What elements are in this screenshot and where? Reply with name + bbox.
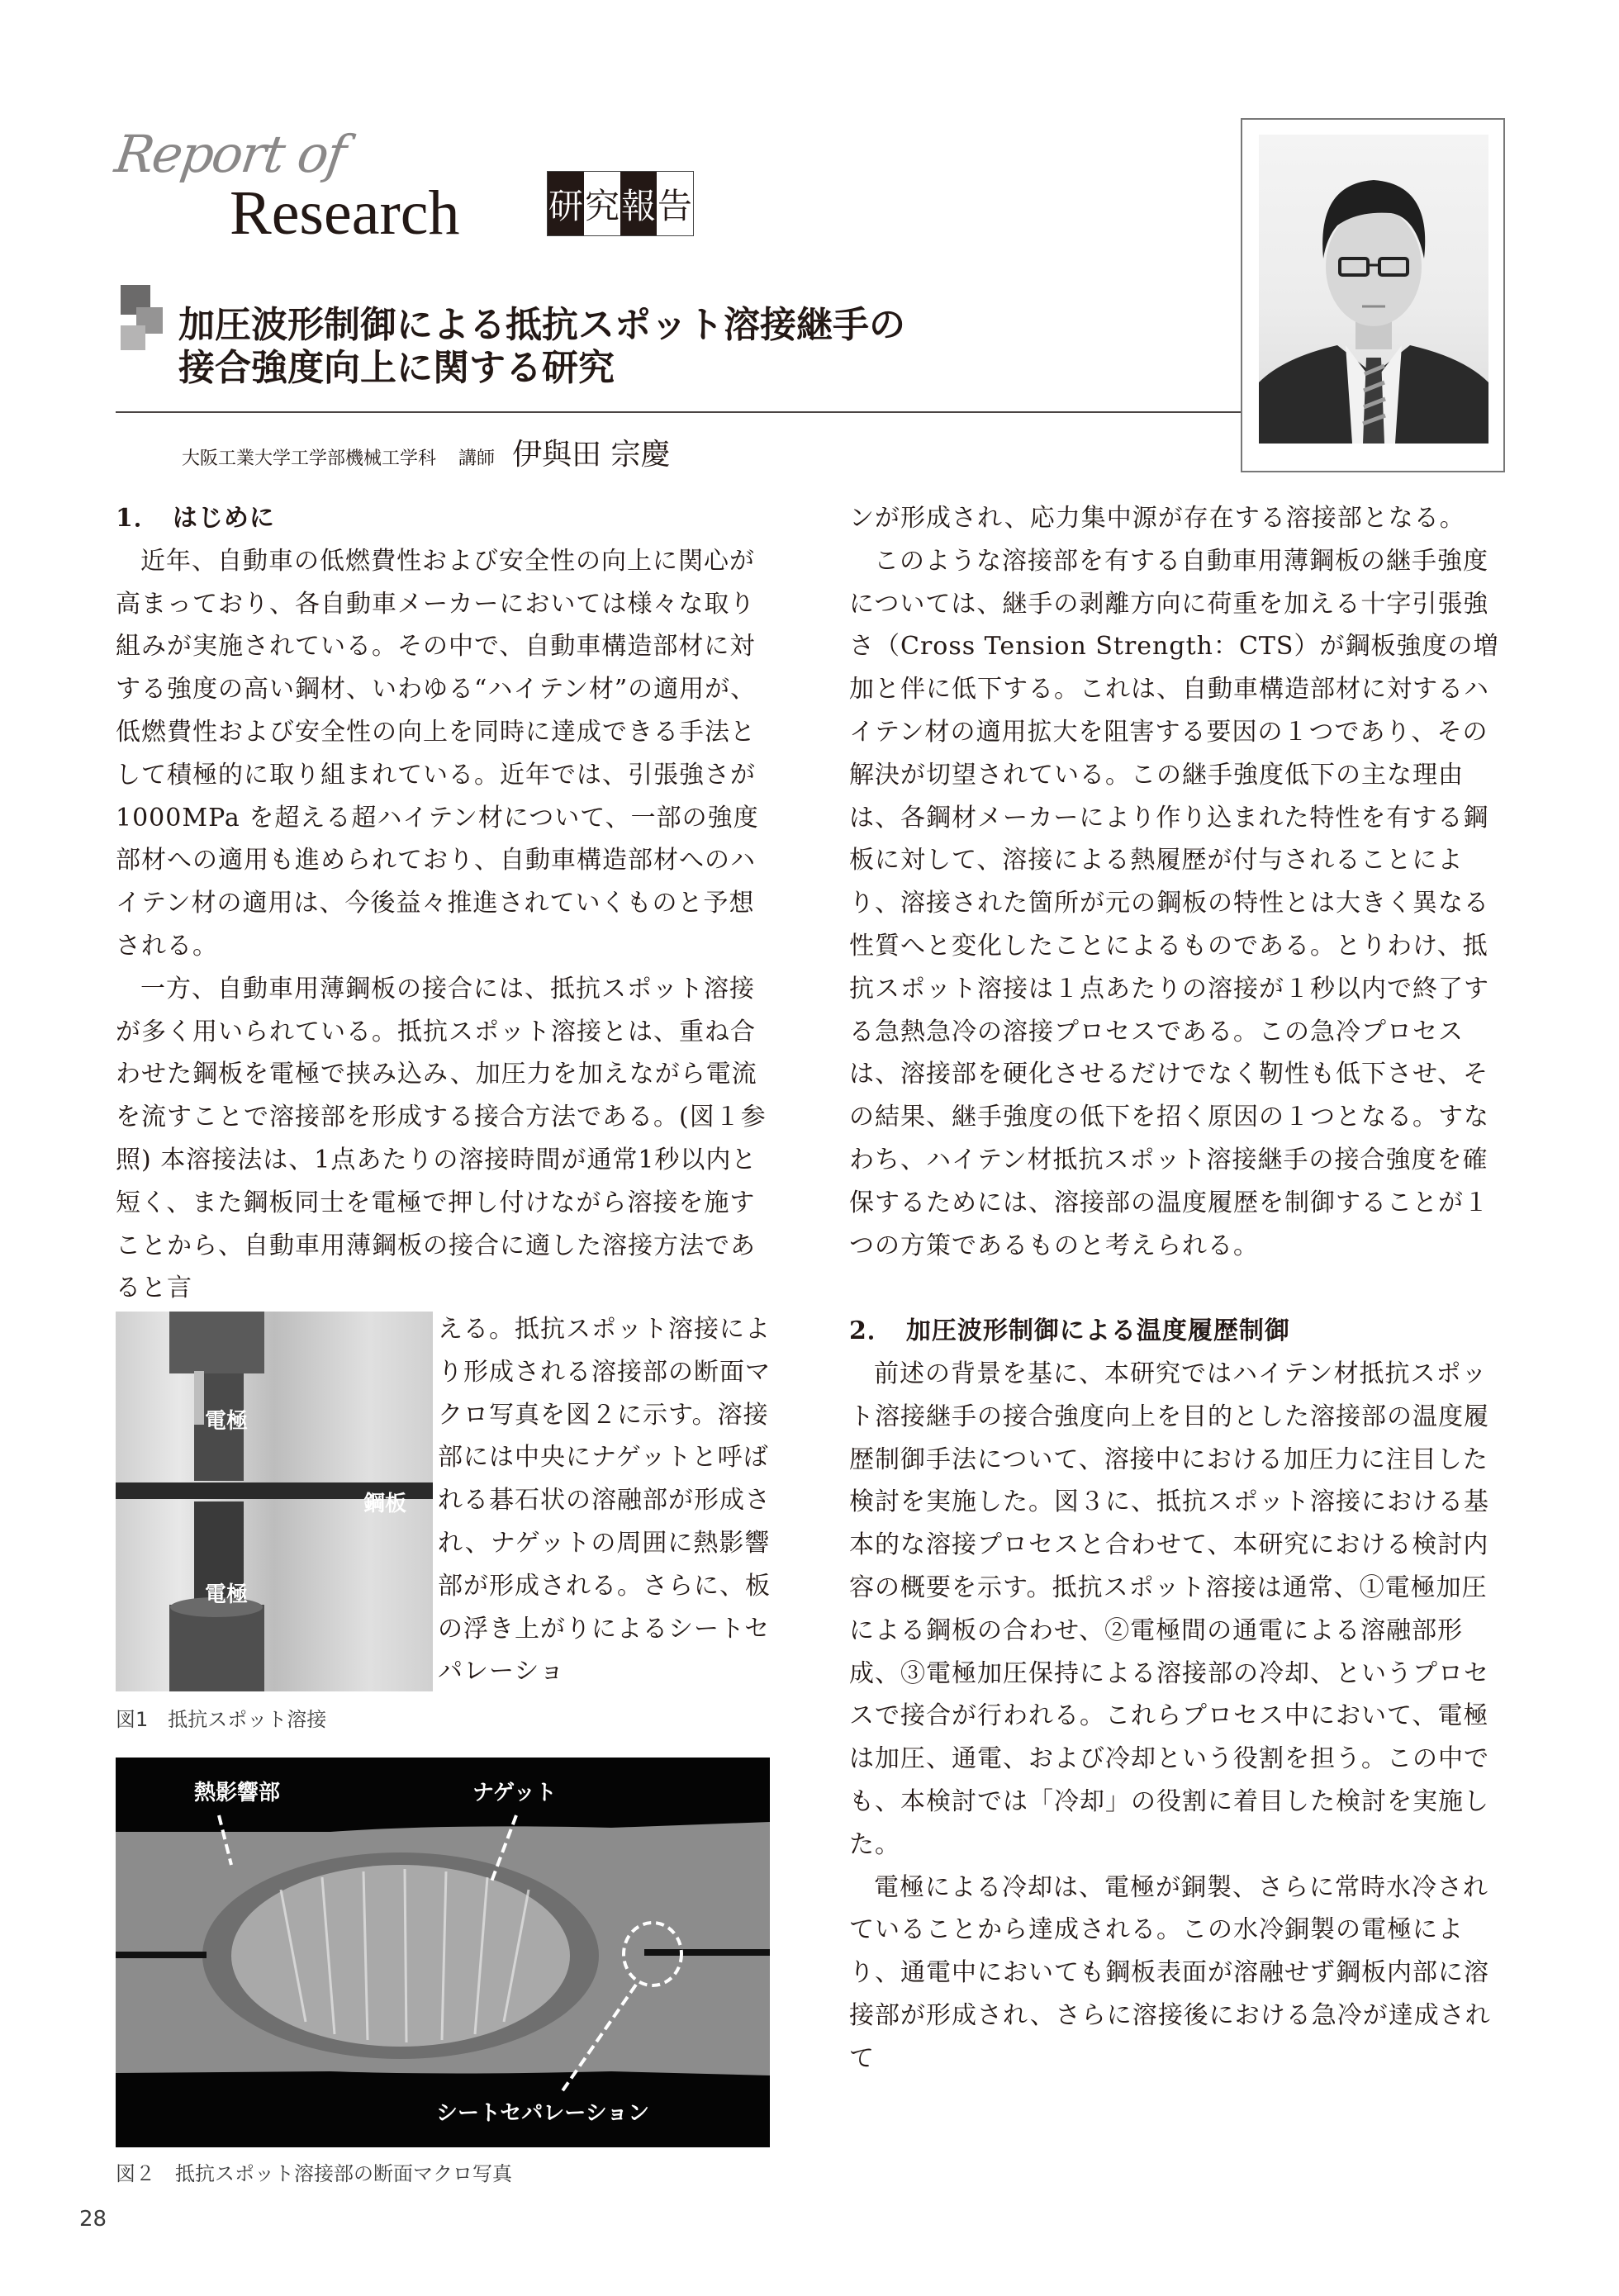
- weld-cross-section-illustration: [116, 1758, 770, 2147]
- paragraph: 前述の背景を基に、本研究ではハイテン材抵抗スポット溶接継手の接合強度向上を目的とした溶接部の温度履歴制御手法について、溶接中における加圧力に注目した検討を実施した。図３に、抵抗スポット溶接における基本的な溶接プロセスと合わせて、本研究における検討内容の概要を示す。抵抗スポット溶接は通常、①電極加圧による鋼板の合わせ、②電極間の通電による溶融部形成、③電極加圧保持による溶接部の冷却、というプロセスで接合が行われる。これらプロセス中において、電極は加圧、通電、および冷却という役割を担う。この中でも、本検討では「冷却」の役割に着目した検討を実施した。: [849, 1359, 1489, 1859]
- label-nugget: ナゲット: [472, 1781, 557, 1805]
- spacer: [849, 1267, 1510, 1310]
- category-char: 報: [620, 172, 657, 235]
- author-affiliation: 大阪工業大学工学部機械工学科: [182, 448, 437, 469]
- logo-research-text: Research: [230, 178, 460, 248]
- section-heading-2: 2． 加圧波形制御による温度履歴制御: [849, 1316, 1290, 1346]
- paragraph: このような溶接部を有する自動車用薄鋼板の継手強度については、継手の剥離方向に荷重を加える十字引張強さ（Cross Tension Strength：CTS）が鋼板強度の増加と伴に低下する。これは、自動車構造部材に対するハイテン材の適用拡大を阻害する要因の１つであり、その解決が切望されている。この継手強度低下の主な理由は、各鋼材メーカーにより作り込まれた特性を有する鋼板に対して、溶接による熱履歴が付与されることにより、溶接された箇所が元の鋼板の特性とは大きく異なる性質へと変化したことによるものである。とりわけ、抵抗スポット溶接は１点あたりの溶接が１秒以内で終了する急熱急冷の溶接プロセスである。この急冷プロセスは、溶接部を硬化させるだけでなく靭性も低下させ、その結果、継手強度の低下を招く原因の１つとなる。すなわち、ハイテン材抵抗スポット溶接継手の接合強度を確保するためには、溶接部の温度履歴を制御することが１つの方策であるものと考えられる。: [849, 546, 1499, 1260]
- portrait-illustration: [1259, 135, 1488, 444]
- paragraph: 一方、自動車用薄鋼板の接合には、抵抗スポット溶接が多く用いられている。抵抗スポット溶接とは、重ね合わせた鋼板を電極で挟み込み、加圧力を加えながら電流を流すことで溶接部を形成する接合方法である。(図１参照) 本溶接法は、1点あたりの溶接時間が通常1秒以内と短く、また鋼板同士を電極で押し付けながら溶接を施すことから、自動車用薄鋼板の接合に適した溶接方法であると言: [116, 974, 767, 1303]
- label-sheet-separation: シートセパレーション: [436, 2101, 650, 2126]
- title-divider: [116, 411, 1246, 413]
- category-char: 研: [548, 172, 584, 235]
- accent-square-light: [121, 325, 145, 350]
- left-column: [116, 497, 776, 1310]
- article-title-line2: 接合強度向上に関する研究: [178, 347, 615, 389]
- category-char: 究: [584, 172, 620, 235]
- author-byline: [182, 431, 670, 473]
- logo-script-text: Report of: [111, 124, 349, 184]
- article-title: [178, 304, 905, 390]
- paragraph: ンが形成され、応力集中源が存在する溶接部となる。: [849, 504, 1465, 533]
- author-position: 講師: [458, 448, 496, 469]
- figure-1-caption: 図1 抵抗スポット溶接: [116, 1708, 327, 1731]
- page-number: 28: [79, 2207, 107, 2232]
- paragraph: 近年、自動車の低燃費性および安全性の向上に関心が高まっており、各自動車メーカーにおいては様々な取り組みが実施されている。その中で、自動車構造部材に対する強度の高い鋼材、いわゆる“ハイテン材”の適用が、低燃費性および安全性の向上を同時に達成できる手法として積極的に取り組まれている。近年では、引張強さが1000MPa を超える超ハイテン材について、一部の強度部材への適用も進められており、自動車構造部材へのハイテン材の適用は、今後益々推進されていくものと予想される。: [116, 546, 759, 961]
- paragraph: 電極による冷却は、電極が銅製、さらに常時水冷されていることから達成される。この水冷銅製の電極により、通電中においても鋼板表面が溶融せず鋼板内部に溶接部が形成され、さらに溶接後における急冷が達成されて: [849, 1872, 1491, 2073]
- label-top-electrode: 電極: [205, 1409, 249, 1434]
- category-char: 告: [657, 172, 693, 235]
- author-portrait-frame: [1241, 118, 1505, 472]
- figure-1-photo: [116, 1312, 433, 1691]
- wrapped-paragraph: える。抵抗スポット溶接により形成される溶接部の断面マクロ写真を図２に示す。溶接部には中央にナゲットと呼ばれる碁石状の溶融部が形成され、ナゲットの周囲に熱影響部が形成される。さらに、板の浮き上がりによるシートセパレーショ: [438, 1315, 771, 1686]
- category-badge: [547, 171, 694, 236]
- label-steel-sheet: 鋼板: [363, 1492, 407, 1516]
- figure-2-caption: 図２ 抵抗スポット溶接部の断面マクロ写真: [116, 2162, 512, 2185]
- article-title-line1: 加圧波形制御による抵抗スポット溶接継手の: [178, 304, 905, 346]
- figure-2-macro-photo: [116, 1758, 770, 2147]
- label-bottom-electrode: 電極: [205, 1582, 249, 1607]
- author-name: 伊與田 宗慶: [512, 438, 671, 472]
- author-portrait: [1259, 135, 1488, 444]
- right-column: [849, 497, 1510, 2080]
- label-heat-affected-zone: 熱影響部: [194, 1781, 281, 1805]
- section-heading-1: 1． はじめに: [116, 504, 275, 533]
